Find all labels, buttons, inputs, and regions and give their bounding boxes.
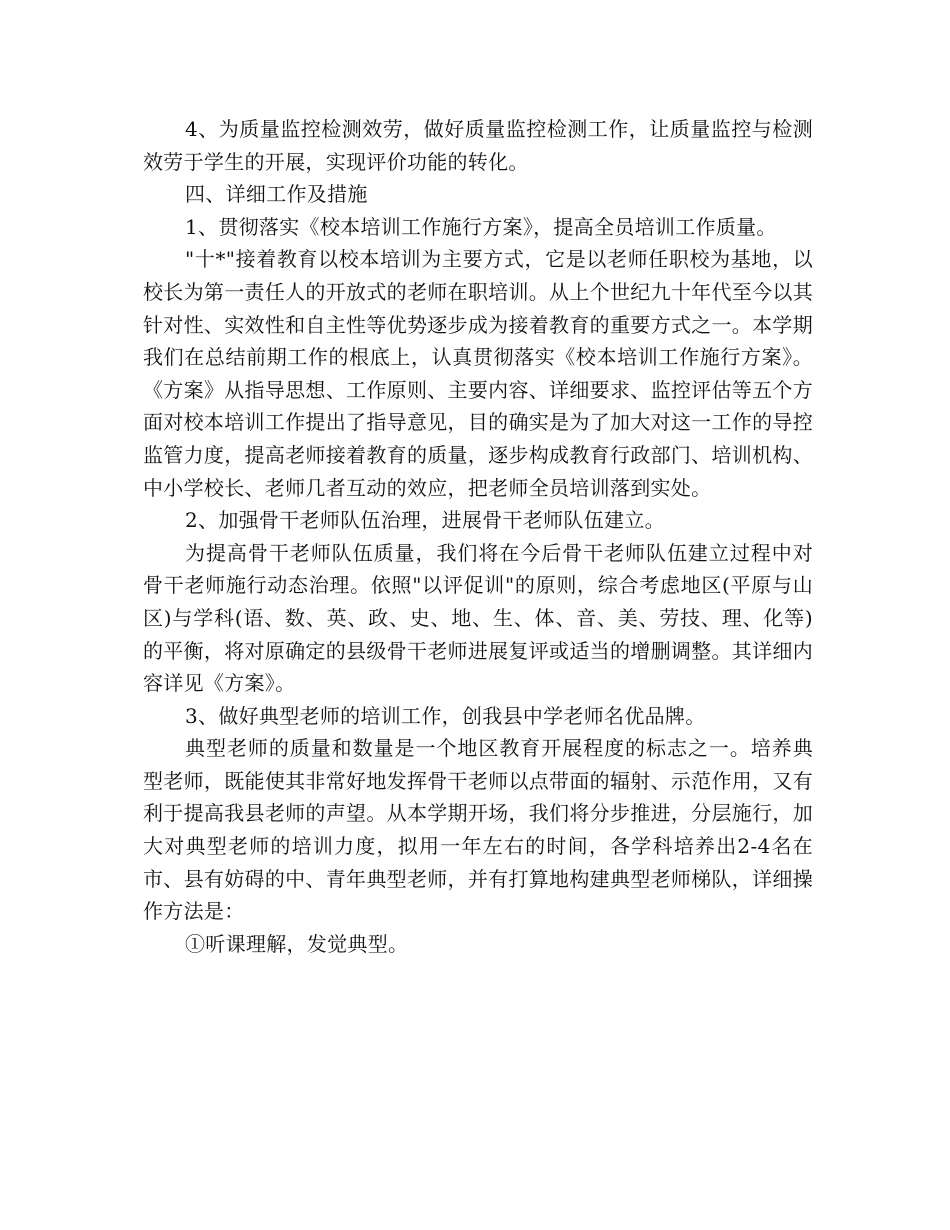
paragraph-school-training: "十*"接着教育以校本培训为主要方式，它是以老师任职校为基地，以校长为第一责任人的开放式的老师在职培训。从上个世纪九十年代至今以其针对性、实效性和自主性等优势逐步成为接着教育的重要方式之一。本学期我们在总结前期工作的根底上，认真贯彻落实《校本培训工作施行方案》。《方案》从指导思想、工作原则、主要内容、详细要求、监控评估等五个方面对校本培训工作提出了指导意见，目的确实是为了加大对这一工作的导控监管力度，提高老师接着教育的质量，逐步构成教育行政部门、培训机构、中小学校长、老师几者互动的效应，把老师全员培训落到实处。 <box>143 247 813 500</box>
document-body <box>143 113 813 960</box>
paragraph-backbone-teachers: 为提高骨干老师队伍质量，我们将在今后骨干老师队伍建立过程中对骨干老师施行动态治理。依照"以评促训"的原则，综合考虑地区(平原与山区)与学科(语、数、英、政、史、地、生、体、音、美、劳技、理、化等)的平衡，将对原确定的县级骨干老师进展复评或适当的增删调整。其详细内容详见《方案》。 <box>143 540 813 696</box>
section-heading-measures: 四、详细工作及措施 <box>185 182 368 207</box>
list-item-lesson-observation: ①听课理解，发觉典型。 <box>185 931 409 956</box>
subheading-school-training: 1、贯彻落实《校本培训工作施行方案》，提高全员培训工作质量。 <box>185 214 777 239</box>
paragraph-model-teachers: 典型老师的质量和数量是一个地区教育开展程度的标志之一。培养典型老师，既能使其非常好地发挥骨干老师以点带面的辐射、示范作用，又有利于提高我县老师的声望。从本学期开场，我们将分步推进，分层施行，加大对典型老师的培训力度，拟用一年左右的时间，各学科培养出2-4名在市、县有妨碍的中、青年典型老师，并有打算地构建典型老师梯队，详细操作方法是： <box>143 736 813 924</box>
paragraph-quality-monitoring: 4、为质量监控检测效劳，做好质量监控检测工作，让质量监控与检测效劳于学生的开展，实现评价功能的转化。 <box>143 117 813 174</box>
subheading-model-teachers: 3、做好典型老师的培训工作，创我县中学老师名优品牌。 <box>185 703 706 728</box>
subheading-backbone-teachers: 2、加强骨干老师队伍治理，进展骨干老师队伍建立。 <box>185 508 665 533</box>
